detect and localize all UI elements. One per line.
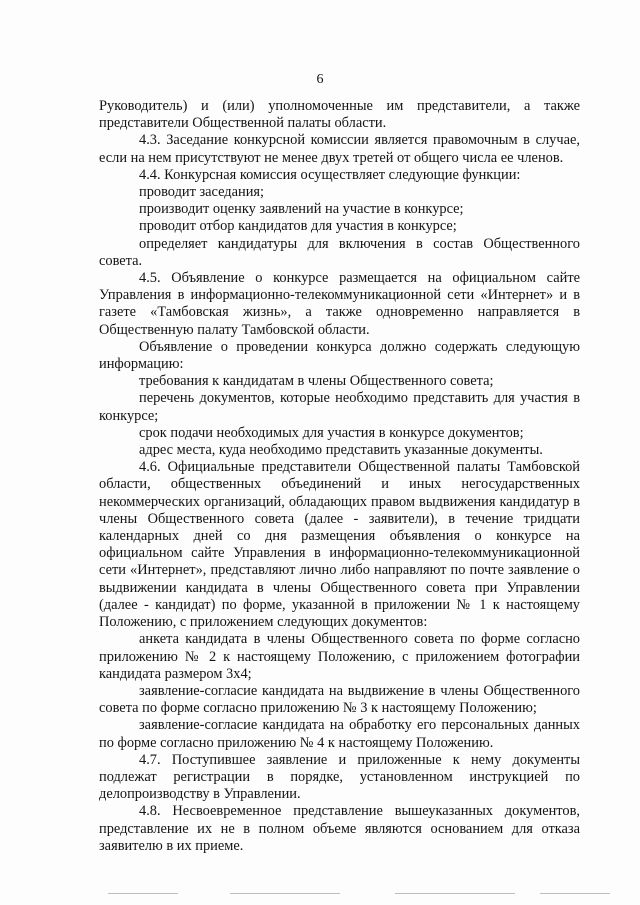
scan-artifact-line — [108, 893, 178, 894]
document-body — [99, 98, 580, 855]
announcement-item: адрес места, куда необходимо представить указанные документы. — [139, 442, 543, 459]
paragraph-4-7: 4.7. Поступившее заявление и приложенные к нему документы подлежат регистрации в порядке, установленном инструкцией по делопроизводству в Управлении. — [99, 751, 580, 803]
function-item: проводит отбор кандидатов для участия в конкурсе; — [139, 218, 457, 235]
paragraph-4-8: 4.8. Несвоевременное представление вышеуказанных документов, представление их не в полном объеме являются основанием для отказа заявителю в их приеме. — [99, 803, 580, 854]
required-document-item: заявление-согласие кандидата на выдвижение в члены Общественного совета по форме согласно приложению № 3 к настоящему Положению; — [99, 682, 580, 717]
function-item: определяет кандидатуры для включения в состав Общественного совета. — [99, 235, 580, 269]
paragraph-intro-continuation: Руководитель) и (или) уполномоченные им представители, а также представители Общественной палаты области. — [99, 98, 580, 132]
page-number: 6 — [316, 72, 324, 87]
paragraph-4-5: 4.5. Объявление о конкурсе размещается на официальном сайте Управления в информационно-телекоммуникационной сети «Интернет» и в газете «Тамбовская жизнь», а также одновременно направляется в Общественную палату Тамбовской области. — [99, 270, 580, 338]
required-document-item: анкета кандидата в члены Общественного совета по форме согласно приложению № 2 к настоящему Положению, с приложением фотографии кандидата размером 3х4; — [99, 631, 580, 682]
required-document-item: заявление-согласие кандидата на обработку его персональных данных по форме согласно приложению № 4 к настоящему Положению. — [99, 717, 580, 751]
announcement-item: срок подачи необходимых для участия в конкурсе документов; — [139, 424, 524, 441]
scan-artifact-line — [395, 893, 515, 894]
scan-artifact-line — [230, 893, 340, 894]
announcement-content-paragraph: Объявление о проведении конкурса должно содержать следующую информацию: — [99, 338, 580, 373]
announcement-item: перечень документов, которые необходимо представить для участия в конкурсе; — [99, 390, 580, 424]
paragraph-4-6: 4.6. Официальные представители Общественной палаты Тамбовской области, общественных объединений и иных негосударственных некоммерческих организаций, обладающих правом выдвижения кандидатур в члены Общественного совета (далее - заявители), в течение тридцати календарных дней со дня размещения объявления о конкурсе на официальном сайте Управления в информационно-телекоммуникационной сети «Интернет», представляют лично либо направляют по почте заявление о выдвижении кандидата в члены Общественного совета при Управлении (далее - кандидат) по форме, указанной в приложении № 1 к настоящему Положению, с приложением следующих документов: — [99, 459, 580, 631]
announcement-item: требования к кандидатам в члены Общественного совета; — [139, 373, 494, 390]
paragraph-4-3: 4.3. Заседание конкурсной комиссии является правомочным в случае, если на нем присутствуют не менее двух третей от общего числа ее членов. — [99, 132, 580, 166]
function-item: проводит заседания; — [139, 184, 265, 201]
function-item: производит оценку заявлений на участие в конкурсе; — [139, 201, 464, 218]
paragraph-4-4: 4.4. Конкурсная комиссия осуществляет следующие функции: — [139, 166, 521, 183]
scan-artifact-line — [540, 893, 610, 894]
